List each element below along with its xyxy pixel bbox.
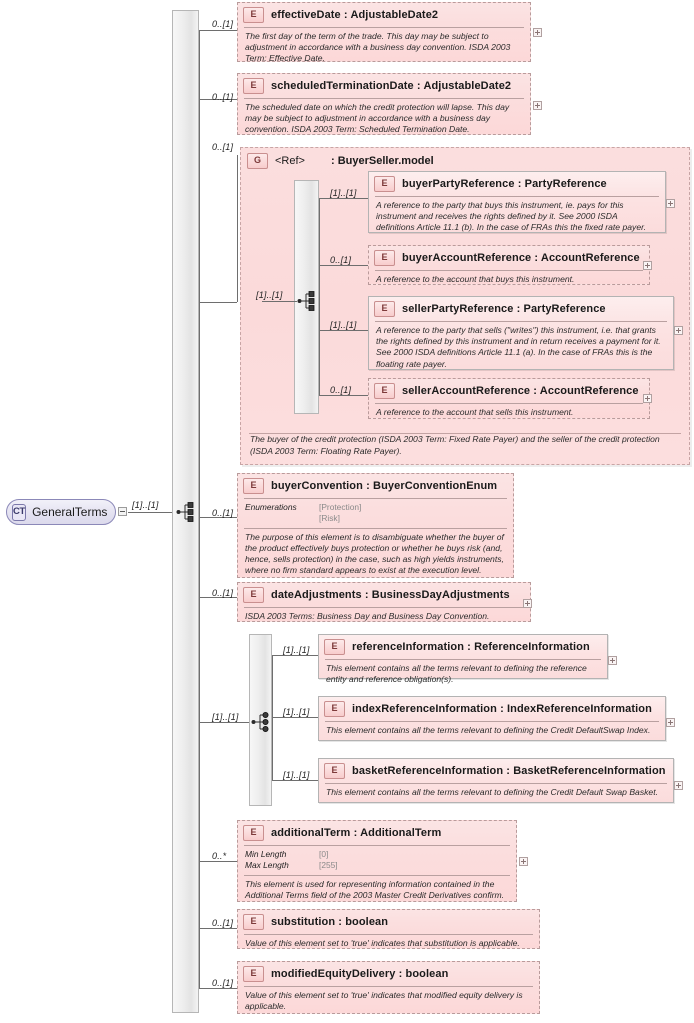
facet-value: [255] [319,860,338,871]
expand-icon-buyeraccountreference[interactable] [643,261,652,270]
node-documentation: The first day of the term of the trade. This day may be subject to adjustment in accordance with a business day convention. ISDA 2003 Term: Effective Date. [245,31,511,64]
ct-badge: CT [12,504,26,521]
cardinality-scheduledterminationdate: 0..[1] [212,92,234,102]
node-header [238,474,513,498]
connector-line [199,30,237,31]
node-header [369,379,649,403]
expand-icon-basketreferenceinformation[interactable] [674,781,683,790]
node-header [319,759,673,783]
connector-line [272,717,318,718]
node-documentation: The scheduled date on which the credit protection will lapse. This day may be subject to adjustment in accordance with a business day convention. ISDA 2003 Term: Scheduled Termination Date. [245,102,510,135]
facet-key: Min Length [245,849,287,859]
element-node-buyeraccountreference[interactable] [368,245,650,285]
node-title: buyerConvention : BuyerConventionEnum [271,480,498,492]
node-title: indexReferenceInformation : IndexReferenceInformation [352,703,652,715]
connector-line [199,722,249,723]
element-badge-icon: E [243,966,264,982]
element-badge-icon: E [374,301,395,317]
cardinality-additionalterm: 0..* [212,851,227,861]
element-badge-icon: E [243,825,264,841]
element-badge-icon: E [243,78,264,94]
cardinality-basketreferenceinformation: [1]..[1] [283,770,310,780]
cardinality-selleraccountreference: 0..[1] [330,385,352,395]
expand-icon-buyerpartyreference[interactable] [666,199,675,208]
cardinality-substitution: 0..[1] [212,918,234,928]
node-title: sellerPartyReference : PartyReference [402,303,606,315]
group-type-label: : BuyerSeller.model [330,155,434,167]
expand-icon-indexreferenceinformation[interactable] [666,718,675,727]
node-header [238,3,530,27]
facets-enumerations [238,499,513,528]
element-node-additionalterm[interactable] [237,820,517,902]
cardinality-effectivedate: 0..[1] [212,19,234,29]
facet-value: [0] [319,849,329,859]
element-node-buyerpartyreference[interactable] [368,171,666,233]
node-title: dateAdjustments : BusinessDayAdjustments [271,589,510,601]
group-documentation: The buyer of the credit protection (ISDA 2003 Term: Fixed Rate Payer) and the seller of the credit protection (ISDA 2003 Term: Floating Rate Payer). [250,434,660,456]
node-title: referenceInformation : ReferenceInformation [352,641,590,653]
group-sequence-compositor-icon[interactable] [297,290,319,312]
node-documentation: A reference to the party that sells ("writes") this instrument, i.e. that grants the rights defined by this instrument and in return receives a payment for it. See 2000 ISDA definitions Article 11.1 (a). In the case of FRAs this is the floating rate payer. [376,325,661,369]
element-badge-icon: E [243,478,264,494]
connector-line [272,780,318,781]
cardinality-group-sequence: [1]..[1] [256,290,283,300]
expand-icon-dateadjustments[interactable] [523,599,532,608]
connector-line [199,302,237,303]
expand-icon-effectivedate[interactable] [533,28,542,37]
node-documentation: Value of this element set to 'true' indicates that substitution is applicable. [245,938,520,948]
node-header [319,635,607,659]
group-header [241,148,689,171]
node-documentation: A reference to the party that buys this instrument, ie. pays for this instrument and receives the rights defined by it. See 2000 ISDA definitions Article 11.1 (b). In the case of FRAs this the fixed rate payer. [376,200,647,233]
cardinality-choice-group: [1]..[1] [212,712,239,722]
node-title: sellerAccountReference : AccountReference [402,385,639,397]
facet-key: Max Length [245,860,289,871]
node-documentation: A reference to the account that buys this instrument. [376,274,575,284]
node-title: modifiedEquityDelivery : boolean [271,968,449,980]
cardinality-indexreferenceinformation: [1]..[1] [283,707,310,717]
cardinality-buyerseller-group: 0..[1] [212,142,234,152]
complex-type-node-generalterms[interactable] [6,499,116,525]
element-badge-icon: E [324,639,345,655]
element-badge-icon: E [243,587,264,603]
connector-line [319,265,368,266]
cardinality-modifiedequitydelivery: 0..[1] [212,978,234,988]
node-header [238,962,539,986]
expand-icon-scheduledterminationdate[interactable] [533,101,542,110]
element-badge-icon: E [324,763,345,779]
collapse-toggle-icon[interactable] [118,507,127,516]
cardinality-buyerpartyreference: [1]..[1] [330,188,357,198]
facet-value: [Risk] [319,513,340,524]
node-documentation: This element contains all the terms relevant to defining the reference entity and reference obligation(s). [326,663,587,685]
node-documentation: ISDA 2003 Terms: Business Day and Business Day Convention. [245,611,490,621]
group-ref-label: <Ref> [275,155,305,167]
element-node-indexreferenceinformation[interactable] [318,696,666,741]
element-node-referenceinformation[interactable] [318,634,608,685]
node-header [369,172,665,196]
node-header [319,697,665,721]
node-documentation: This element is used for representing information contained in the Additional Terms field of the 2003 Master Credit Derivatives confirm. [245,878,505,900]
node-title: effectiveDate : AdjustableDate2 [271,9,439,21]
node-title: scheduledTerminationDate : AdjustableDate2 [271,80,512,92]
node-title: buyerPartyReference : PartyReference [402,178,607,190]
facet-values [319,502,361,525]
sequence-compositor-icon[interactable] [176,501,198,523]
element-node-modifiedequitydelivery[interactable] [237,961,540,1014]
expand-icon-sellerpartyreference[interactable] [674,326,683,335]
element-badge-icon: E [243,7,264,23]
facets-lengths [238,846,516,875]
node-header [369,297,673,321]
cardinality-buyerconvention: 0..[1] [212,508,234,518]
choice-compositor-icon[interactable] [251,711,273,733]
cardinality-buyeraccountreference: 0..[1] [330,255,352,265]
connector-line [319,198,368,199]
connector-line [199,861,237,862]
connector-line [199,928,237,929]
expand-icon-selleraccountreference[interactable] [643,394,652,403]
expand-icon-referenceinformation[interactable] [608,656,617,665]
element-badge-icon: E [374,383,395,399]
cardinality-sellerpartyreference: [1]..[1] [330,320,357,330]
node-documentation: Value of this element set to 'true' indicates that modified equity delivery is applicable. [245,990,523,1012]
cardinality-root: [1]..[1] [132,500,159,510]
connector-trunk [199,30,200,988]
page-title: GeneralTerms [32,505,108,519]
element-badge-icon: E [374,176,395,192]
element-node-dateadjustments[interactable] [237,582,531,622]
node-header [369,246,649,270]
cardinality-dateadjustments: 0..[1] [212,588,234,598]
facet-value: [Protection] [319,502,362,512]
element-badge-icon: E [374,250,395,266]
element-node-buyerconvention[interactable] [237,473,514,578]
connector-trunk [319,198,320,395]
node-title: substitution : boolean [271,916,389,928]
node-title: buyerAccountReference : AccountReference [402,252,640,264]
node-documentation: This element contains all the terms relevant to defining the Credit Default Swap Basket. [326,787,658,797]
element-node-scheduledterminationdate[interactable] [237,73,531,135]
node-header [238,74,530,98]
node-title: basketReferenceInformation : BasketReferenceInformation [352,765,666,777]
node-title: additionalTerm : AdditionalTerm [271,827,442,839]
element-node-effectivedate[interactable] [237,2,531,62]
connector-line [199,988,237,989]
node-header [238,910,539,934]
node-documentation: This element contains all the terms relevant to defining the Credit DefaultSwap Index. [326,725,651,735]
expand-icon-additionalterm[interactable] [519,857,528,866]
connector-line [319,395,368,396]
connector-line [128,512,178,513]
connector-line [272,655,318,656]
node-documentation: The purpose of this element is to disambiguate whether the buyer of the product effectively buys protection or whether he buys risk (and, hence, sells protection) in the case, such as high yields instruments, where no firm standard appears to exist at the execution level. [245,531,504,576]
node-documentation: A reference to the account that sells this instrument. [376,407,574,417]
connector-line [262,301,297,302]
node-header [238,583,530,607]
element-node-sellerpartyreference[interactable] [368,296,674,370]
connector-line [319,330,368,331]
element-node-substitution[interactable] [237,909,540,949]
connector-line [237,155,238,302]
group-badge-icon: G [247,153,268,169]
cardinality-referenceinformation: [1]..[1] [283,645,310,655]
element-node-basketreferenceinformation[interactable] [318,758,674,803]
element-badge-icon: E [324,701,345,717]
element-badge-icon: E [243,914,264,930]
node-header [238,821,516,845]
element-node-selleraccountreference[interactable] [368,378,650,419]
facet-key: Enumerations [245,502,297,512]
